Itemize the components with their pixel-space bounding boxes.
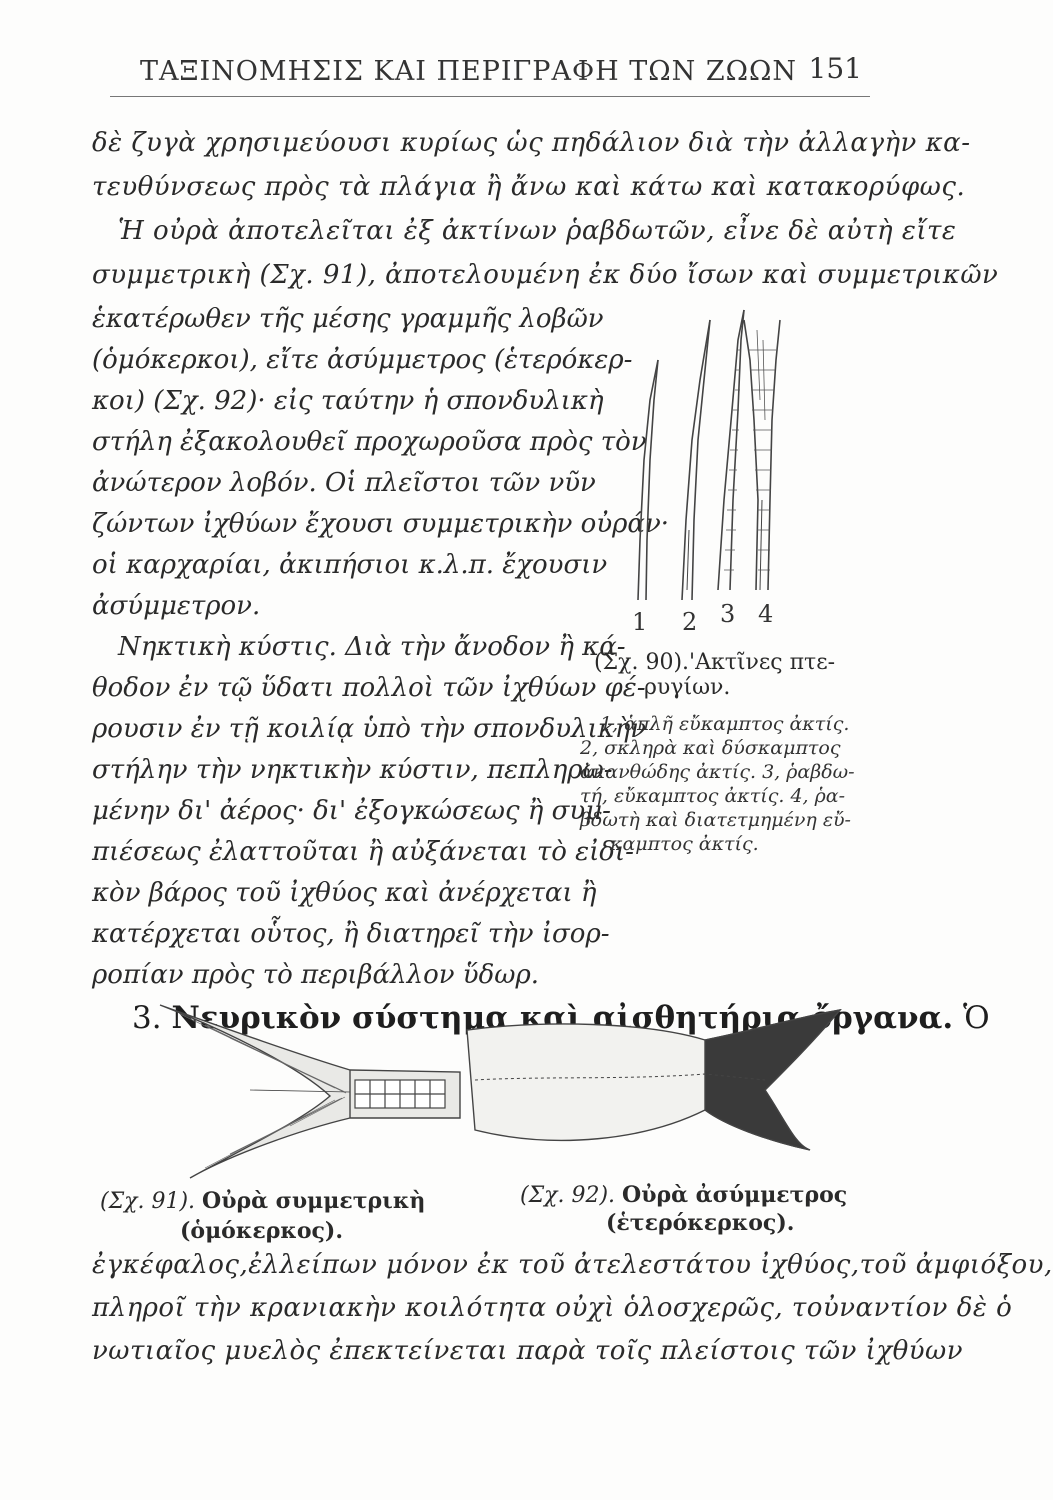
text-line: Ἡ οὐρὰ ἀποτελεῖται ἐξ ἀκτίνων ῥαβδωτῶν, εἶνε δὲ αὐτὴ εἴτε (118, 216, 957, 246)
text-line: ἐγκέφαλος,ἐλλείπων μόνον ἐκ τοῦ ἀτελεστάτου ἰχθύος,τοῦ ἀμφιόξου, (92, 1250, 1053, 1280)
ray-4 (744, 320, 758, 590)
text-line: οἱ καρχαρίαι, ἀκιπήσιοι κ.λ.π. ἔχουσιν (92, 550, 608, 580)
fin-rays-figure (620, 300, 820, 640)
text-line: κοι) (Σχ. 92)· εἰς ταύτην ἡ σπονδυλικὴ (92, 386, 604, 416)
text-line: συμμετρικὴ (Σχ. 91), ἀποτελουμένη ἐκ δύο ἴσων καὶ συμμετρικῶν (92, 260, 999, 290)
text-line: στήλη ἐξακολουθεῖ προχωροῦσα πρὸς τὸν (92, 427, 647, 457)
text-line: ζώντων ἰχθύων ἔχουσι συμμετρικὴν οὐράν· (92, 509, 670, 539)
fig90-caption: 1, ἁπλῆ εὔκαμπτος ἀκτίς. 2, σκληρὰ καὶ δύσκαμπτος ἀκανθώδης ἀκτίς. 3, ῥαβδω- τή, εὔκαμπτος ἀκτίς. 4, ῥα- βδωτὴ καὶ διατετμημένη εὔ- καμπτος ἀκτίς. (580, 713, 855, 855)
text-line: νωτιαῖος μυελὸς ἐπεκτείνεται παρὰ τοῖς πλείστοις τῶν ἰχθύων (92, 1336, 964, 1366)
fig92-subtitle: (ἑτερόκερκος). (606, 1210, 795, 1236)
text-line: ἑκατέρωθεν τῆς μέσης γραμμῆς λοβῶν (92, 304, 604, 334)
text-line: μένην δι' ἀέρος· δι' ἐξογκώσεως ἢ συμ- (92, 796, 611, 826)
ray-number: 3 (720, 600, 736, 628)
text-line: στήλην τὴν νηκτικὴν κύστιν, πεπληρω- (92, 755, 613, 785)
text-line: πληροῖ τὴν κρανιακὴν κοιλότητα οὐχὶ ὁλοσχερῶς, τοὐναντίον δὲ ὁ (92, 1293, 1013, 1323)
ray-number: 1 (632, 608, 648, 636)
text-line: πιέσεως ἐλαττοῦται ἢ αὐξάνεται τὸ εἰδι- (92, 837, 634, 867)
text-line: (ὁμόκερκοι), εἴτε ἀσύμμετρος (ἑτερόκερ- (92, 345, 633, 375)
ray-number: 4 (758, 600, 774, 628)
section-heading: 3. Νευρικὸν σύστημα καὶ αἰσθητήρια ὄργανα. Ὁ (132, 1000, 990, 1036)
text-line: τευθύνσεως πρὸς τὰ πλάγια ἢ ἄνω καὶ κάτω καὶ κατακορύφως. (92, 172, 966, 202)
ray-number: 2 (682, 608, 698, 636)
text-line: Νηκτικὴ κύστις. Διὰ τὴν ἄνοδον ἢ κά- (118, 632, 626, 662)
running-title: ΤΑΞΙΝΟΜΗΣΙΣ ΚΑΙ ΠΕΡΙΓΡΑΦΗ ΤΩΝ ΖΩΩΝ (140, 56, 797, 87)
text-line: δὲ ζυγὰ χρησιμεύουσι κυρίως ὡς πηδάλιον διὰ τὴν ἀλλαγὴν κα- (92, 128, 971, 158)
text-line: κὸν βάρος τοῦ ἰχθύος καὶ ἀνέρχεται ἢ (92, 878, 597, 908)
fig91-caption: (Σχ. 91). Οὐρὰ συμμετρικὴ (100, 1188, 426, 1214)
header-rule (110, 96, 870, 97)
fig91-subtitle: (ὁμόκερκος). (180, 1218, 343, 1244)
text-line: θοδον ἐν τῷ ὕδατι πολλοὶ τῶν ἰχθύων φέ- (92, 673, 646, 703)
running-header (140, 46, 870, 96)
text-line: ρουσιν ἐν τῇ κοιλίᾳ ὑπὸ τὴν σπονδυλικὴν (92, 714, 647, 744)
asymmetric-tail-figure (465, 1000, 845, 1170)
text-line: κατέρχεται οὗτος, ἢ διατηρεῖ τὴν ἰσορ- (92, 919, 610, 949)
symmetric-tail-figure (150, 1000, 470, 1180)
text-line: ροπίαν πρὸς τὸ περιβάλλον ὕδωρ. (92, 960, 540, 990)
fig92-caption: (Σχ. 92). Οὐρὰ ἀσύμμετρος (520, 1182, 848, 1208)
text-line: ἀνώτερον λοβόν. Οἱ πλεῖστοι τῶν νῦν (92, 468, 596, 498)
fig90-title: (Σχ. 90).'Ακτῖνες πτε- ρυγίων. (594, 650, 836, 700)
page-number: 151 (808, 52, 862, 85)
text-line: ἀσύμμετρον. (92, 591, 261, 621)
